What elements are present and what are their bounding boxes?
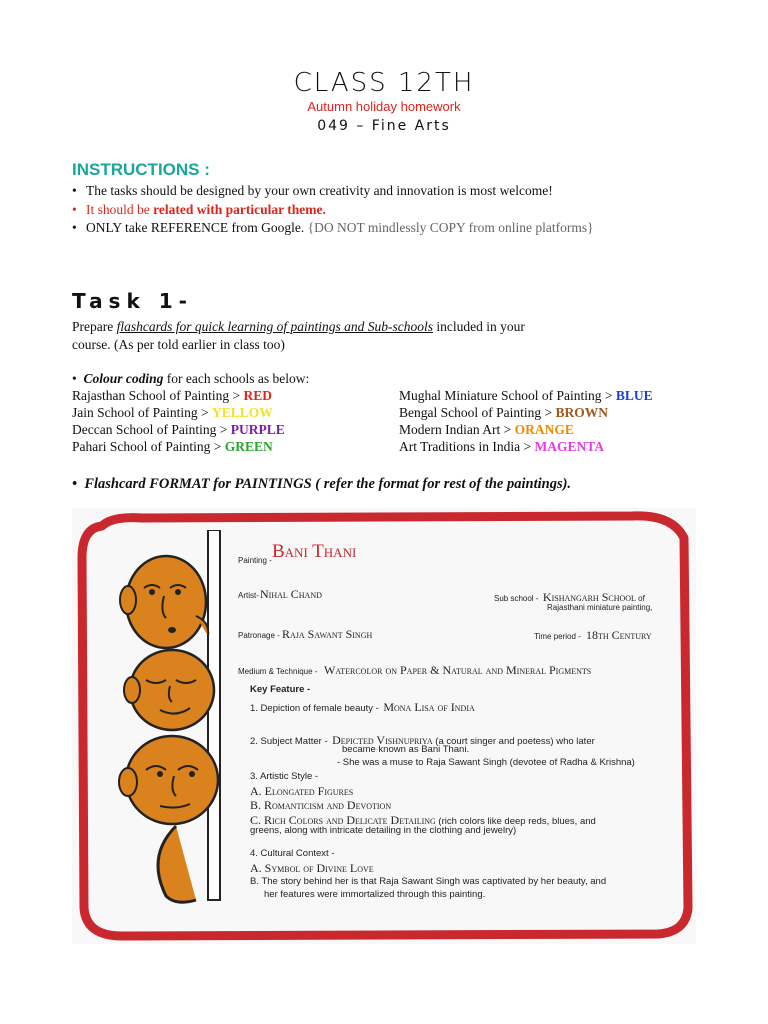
feature-3-c-value: C. Rich Colors and Delicate Detailing <box>250 813 436 827</box>
instruction-item <box>72 220 594 236</box>
instructions-heading: INSTRUCTIONS : <box>72 160 210 179</box>
feature-2-suffix: (a court singer and poetess) who later <box>432 736 595 747</box>
bullet: • <box>72 476 78 492</box>
feature-3-c-line2: greens, along with intricate detailing in the clothing and jewelry) <box>250 825 517 836</box>
task-description-line2: course. (As per told earlier in class too) <box>72 337 285 352</box>
colour-name: GREEN <box>224 439 273 454</box>
school-name: Modern Indian Art > <box>399 422 515 437</box>
bullet: • <box>72 183 77 198</box>
task-emphasis: flashcards for quick learning of paintings and Sub-schools <box>116 319 433 334</box>
school-name: Art Traditions in India > <box>399 439 535 454</box>
school-name: Deccan School of Painting > <box>72 422 231 437</box>
task-description <box>72 319 525 335</box>
instruction-item <box>72 183 553 199</box>
feature-2-line2: became known as Bani Thani. <box>342 744 470 755</box>
feature-1 <box>250 698 475 716</box>
colour-name: BROWN <box>555 405 608 420</box>
painting-title: Bani Thani <box>272 541 357 562</box>
page-title: CLASS 12TH <box>293 68 475 98</box>
feature-4-a: A. Symbol of Divine Love <box>250 861 374 875</box>
feature-4-b: B. The story behind her is that Raja Sawant Singh was captivated by her beauty, and <box>250 876 607 887</box>
colour-name: YELLOW <box>211 405 273 420</box>
colour-code-row <box>399 439 604 455</box>
mask-figures-illustration <box>116 530 236 910</box>
colour-code-row <box>72 405 273 421</box>
instruction-text: ONLY take REFERENCE from Google <box>86 220 301 235</box>
time-period-value: 18th Century <box>586 628 652 642</box>
feature-2-text: 2. Subject Matter - <box>250 736 328 747</box>
patronage-value: Raja Sawant Singh <box>282 627 373 641</box>
medium-label: Medium & Technique - <box>238 667 318 676</box>
bullet: • <box>72 202 77 217</box>
artist-label: Artist- <box>238 591 259 600</box>
feature-2-line3: - She was a muse to Raja Sawant Singh (devotee of Radha & Krishna) <box>337 757 635 768</box>
colour-code-row <box>399 405 608 421</box>
subschool-label: Sub school - <box>494 594 539 603</box>
school-name: Bengal School of Painting > <box>399 405 556 420</box>
medium-value: Watercolor on Paper & Natural and Mineral Pigments <box>324 663 592 677</box>
bullet: • <box>72 220 77 235</box>
school-name: Rajasthan School of Painting > <box>72 388 244 403</box>
feature-4-b-line2: her features were immortalized through this painting. <box>264 889 486 900</box>
feature-3-a: A. Elongated Figures <box>250 784 354 798</box>
feature-3-c-suffix: (rich colors like deep reds, blues, and <box>435 816 596 827</box>
colour-name: MAGENTA <box>534 439 604 454</box>
subschool-of: of <box>635 594 645 603</box>
feature-1-text: 1. Depiction of female beauty - <box>250 703 379 714</box>
patronage-label: Patronage - <box>238 631 280 640</box>
colour-code-row <box>72 439 273 455</box>
colour-coding-text: for each schools as below: <box>163 371 310 386</box>
instruction-item <box>72 202 326 218</box>
bullet: • <box>72 371 77 386</box>
key-feature-heading: Key Feature - <box>250 684 311 695</box>
colour-coding-intro <box>72 371 309 387</box>
subschool-value: Kishangarh School <box>542 590 636 604</box>
colour-name: ORANGE <box>514 422 574 437</box>
instruction-text: It should be <box>86 202 154 217</box>
feature-3-heading: 3. Artistic Style - <box>250 771 319 782</box>
instruction-text: The tasks should be designed by your own creativity and innovation is most welcome! <box>86 183 553 198</box>
feature-3-b: B. Romanticism and Devotion <box>250 798 392 812</box>
school-name: Pahari School of Painting > <box>72 439 225 454</box>
task-heading: Task 1- <box>72 289 193 313</box>
artist-value: Nihal Chand <box>260 587 322 601</box>
time-period-label: Time period - <box>534 632 581 641</box>
subschool-line2: Rajasthani miniature painting, <box>547 603 653 612</box>
page-subtitle: Autumn holiday homework <box>307 99 461 114</box>
course-code: 049 – Fine Arts <box>317 118 451 134</box>
colour-name: PURPLE <box>230 422 285 437</box>
school-name: Jain School of Painting > <box>72 405 212 420</box>
colour-code-row <box>399 388 653 404</box>
task-text: Prepare <box>72 319 117 334</box>
instruction-dot: . <box>300 220 308 235</box>
instruction-emphasis: related with particular theme. <box>153 202 326 217</box>
feature-4-heading: 4. Cultural Context - <box>250 848 335 859</box>
feature-1-value: Mona Lisa of India <box>383 700 475 714</box>
colour-code-row <box>72 422 285 438</box>
colour-name: BLUE <box>615 388 653 403</box>
feature-2-value: Depicted Vishnupriya <box>332 733 433 747</box>
school-name: Mughal Miniature School of Painting > <box>399 388 616 403</box>
flashcard-format-heading <box>72 476 571 493</box>
flashcard-format-text: Flashcard FORMAT for PAINTINGS ( refer the format for rest of the paintings). <box>84 476 572 492</box>
colour-name: RED <box>243 388 272 403</box>
painting-label: Painting - <box>238 556 272 565</box>
flashcard-image <box>72 508 696 944</box>
colour-code-row <box>399 422 574 438</box>
task-text: included in your <box>432 319 525 334</box>
colour-coding-label: Colour coding <box>83 371 164 386</box>
colour-code-row <box>72 388 272 404</box>
instruction-note: {DO NOT mindlessly COPY from online platforms} <box>307 220 594 235</box>
